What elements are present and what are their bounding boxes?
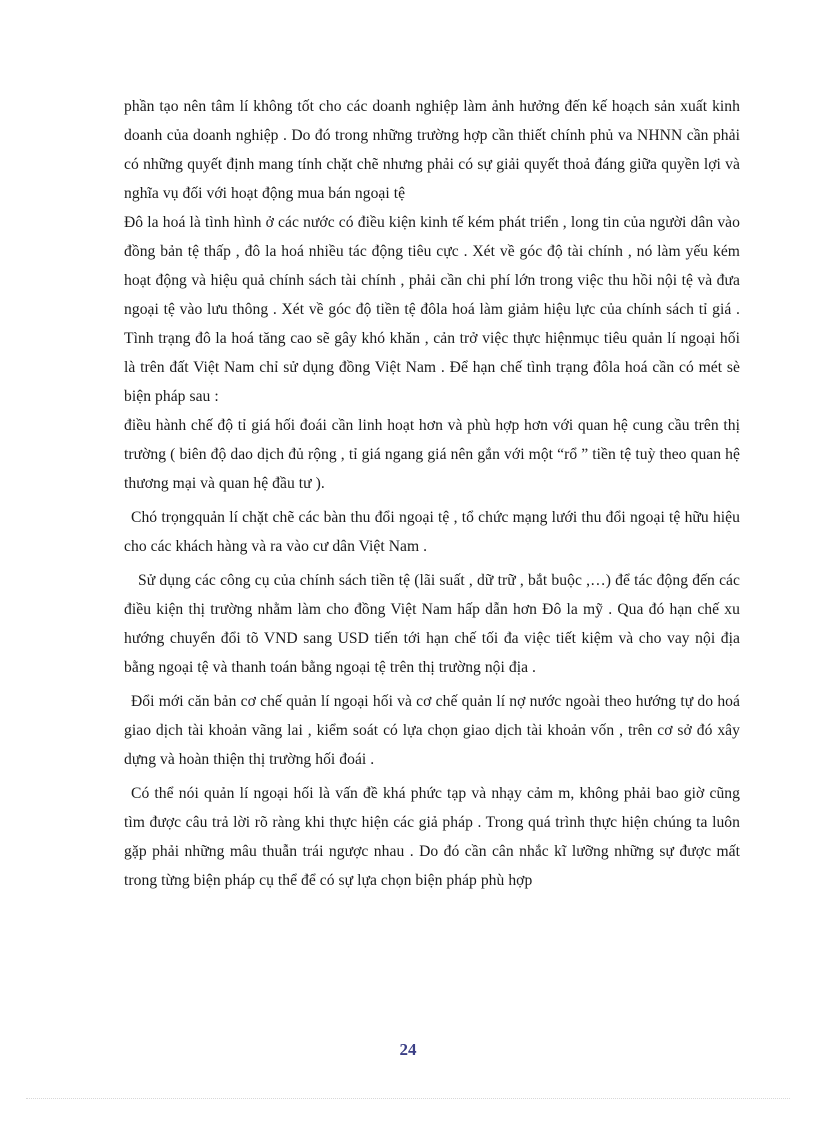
body-text (124, 92, 740, 895)
paragraph-monetary-tools: Sử dụng các công cụ của chính sách tiền tệ (lãi suất , dữ trữ , bắt buộc ,…) để tác động đến các điều kiện thị trường nhằm làm cho đồng Việt Nam hấp dẫn hơn Đô la mỹ . Qua đó hạn chế xu hướng chuyển đổi tõ VND sang USD tiến tới hạn chế tối đa việc tiết kiệm và cho vay nội địa bằng ngoại tệ và thanh toán bằng ngoại tệ trên thị trường nội địa . (124, 572, 740, 676)
paragraph-continuation: phần tạo nên tâm lí không tốt cho các doanh nghiệp làm ảnh hưởng đến kế hoạch sản xuất kinh doanh của doanh nghiệp . Do đó trong những trường hợp cần thiết chính phủ va NHNN cần phải có những quyết định mang tính chặt chẽ nhưng phải có sự giải quyết thoả đáng giữa quyền lợi và nghĩa vụ đối với hoạt động mua bán ngoại tệ (124, 98, 740, 202)
page-number: 24 (399, 1040, 417, 1059)
paragraph-exchange-rate-policy: điều hành chế độ tỉ giá hối đoái cần linh hoạt hơn và phù hợp hơn với quan hệ cung cầu trên thị trường ( biên độ dao dịch đủ rộng , tỉ giá ngang giá nên gắn với một “rổ ” tiền tệ tuỳ theo quan hệ thương mại và quan hệ đầu tư ). (124, 417, 740, 492)
footer-divider (26, 1098, 790, 1099)
paragraph-reform: Đổi mới căn bản cơ chế quản lí ngoại hối và cơ chế quản lí nợ nước ngoài theo hướng tự do hoá giao dịch tài khoản vãng lai , kiểm soát có lựa chọn giao dịch tài khoản vốn , trên cơ sở đó xây dựng và hoàn thiện thị trường hối đoái . (124, 693, 740, 768)
paragraph-dollarization: Đô la hoá là tình hình ở các nước có điều kiện kinh tế kém phát triển , long tin của người dân vào đồng bản tệ thấp , đô la hoá nhiều tác động tiêu cực . Xét về góc độ tài chính , nó làm yếu kém hoạt động và hiệu quả chính sách tài chính , phải cần chi phí lớn trong việc thu hồi nội tệ và đưa ngoại tệ vào lưu thông . Xét về góc độ tiền tệ đôla hoá làm giảm hiệu lực của chính sách tỉ giá . Tình trạng đô la hoá tăng cao sẽ gây khó khăn , cản trở việc thực hiệnmục tiêu quản lí ngoại hối là trên đất Việt Nam chỉ sử dụng đồng Việt Nam . Để hạn chế tình trạng đôla hoá cần có mét sè biện pháp sau : (124, 214, 740, 405)
paragraph-exchange-counters: Chó trọngquản lí chặt chẽ các bàn thu đổi ngoại tệ , tổ chức mạng lưới thu đổi ngoại tệ hữu hiệu cho các khách hàng và ra vào cư dân Việt Nam . (124, 509, 740, 555)
paragraph-conclusion: Có thể nói quản lí ngoại hối là vấn đề khá phức tạp và nhạy cảm m, không phải bao giờ cũng tìm được câu trả lời rõ ràng khi thực hiện các giả pháp . Trong quá trình thực hiện chúng ta luôn gặp phải những mâu thuẫn trái ngược nhau . Do đó cần cân nhắc kĩ lưỡng những sự được mất trong từng biện pháp cụ thể để có sự lựa chọn biện pháp phù hợp (124, 785, 740, 889)
